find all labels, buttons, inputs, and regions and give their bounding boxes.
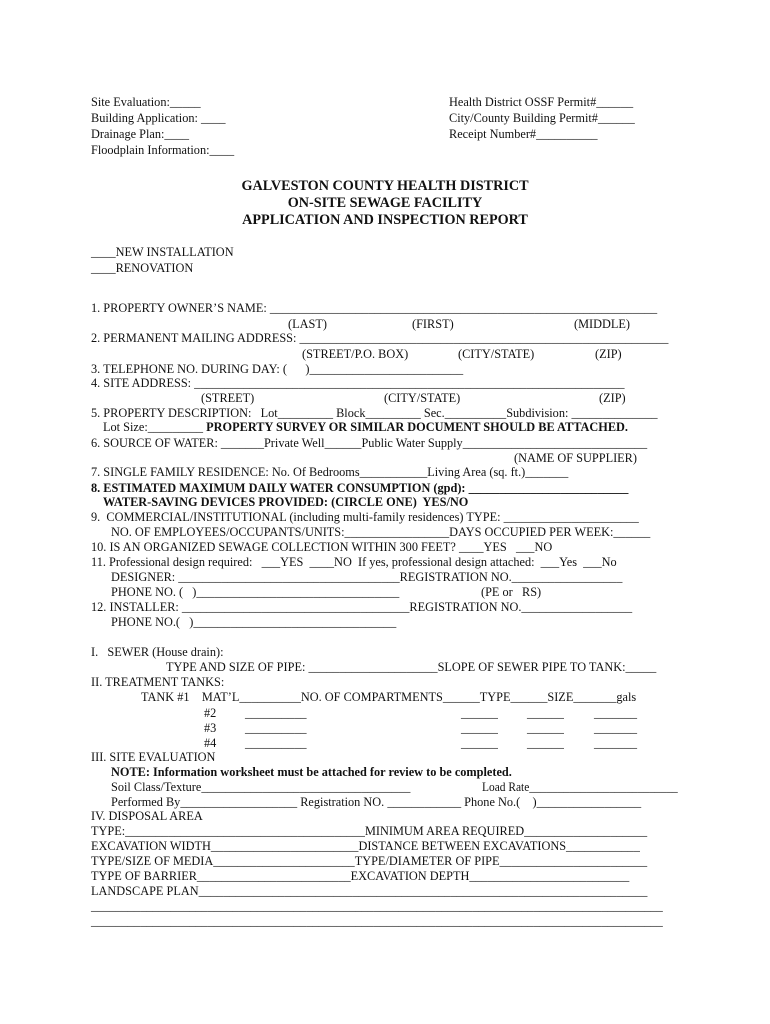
new-installation-option[interactable]: ____NEW INSTALLATION (91, 245, 234, 259)
landscape-plan-line-2[interactable]: _____________________________________________________________________________________________ (91, 899, 663, 913)
tank-3-size-field[interactable]: _______ (594, 721, 638, 735)
receipt-number-field[interactable]: Receipt Number#__________ (449, 127, 598, 141)
tank-3-label: #3 (204, 721, 217, 735)
site-evaluation-heading: III. SITE EVALUATION (91, 750, 216, 764)
single-family-residence-field[interactable]: 7. SINGLE FAMILY RESIDENCE: No. Of Bedrooms___________Living Area (sq. ft.)_______ (91, 465, 569, 479)
title-report: APPLICATION AND INSPECTION REPORT (242, 212, 528, 228)
tank-3-material-field[interactable]: __________ (245, 721, 307, 735)
worksheet-note: NOTE: Information worksheet must be attached for review to be completed. (111, 765, 512, 779)
title-facility: ON-SITE SEWAGE FACILITY (287, 195, 483, 211)
disposal-area-heading: IV. DISPOSAL AREA (91, 809, 203, 823)
floodplain-information-field[interactable]: Floodplain Information:____ (91, 143, 235, 157)
site-address-field[interactable]: 4. SITE ADDRESS: ______________________________________________________________________ (91, 376, 625, 390)
telephone-field[interactable]: 3. TELEPHONE NO. DURING DAY: ( )_________________________ (91, 362, 464, 376)
excavation-width-field[interactable]: EXCAVATION WIDTH________________________DISTANCE BETWEEN EXCAVATIONS____________ (91, 839, 640, 853)
site-street-label: (STREET) (201, 391, 255, 405)
water-source-field[interactable]: 6. SOURCE OF WATER: _______Private Well______Public Water Supply______________________________ (91, 436, 648, 450)
pe-rs-label: (PE or RS) (481, 585, 542, 599)
landscape-plan-line-3[interactable]: _____________________________________________________________________________________________ (91, 914, 663, 928)
lot-size-field[interactable]: Lot Size:_________ (103, 420, 207, 434)
soil-class-field[interactable]: Soil Class/Texture__________________________________ (111, 780, 411, 794)
owner-middle-label: (MIDDLE) (574, 317, 631, 331)
sewage-collection-field[interactable]: 10. IS AN ORGANIZED SEWAGE COLLECTION WITHIN 300 FEET? ____YES ___NO (91, 540, 553, 554)
installer-phone-field[interactable]: PHONE NO.( )_________________________________ (111, 615, 397, 629)
lot-size-line (103, 420, 628, 434)
site-zip-label: (ZIP) (599, 391, 626, 405)
supplier-label: (NAME OF SUPPLIER) (514, 451, 637, 465)
performed-by-field[interactable]: Performed By___________________ Registration NO. ____________ Phone No.( )_________________ (111, 795, 642, 809)
tank-2-material-field[interactable]: __________ (245, 706, 307, 720)
disposal-type-field[interactable]: TYPE:_______________________________________MINIMUM AREA REQUIRED____________________ (91, 824, 648, 838)
tank-3-compartments-field[interactable]: ______ (461, 721, 498, 735)
renovation-option[interactable]: ____RENOVATION (91, 261, 194, 275)
designer-field[interactable]: DESIGNER: ____________________________________REGISTRATION NO.__________________ (111, 570, 623, 584)
ossf-permit-field[interactable]: Health District OSSF Permit#______ (449, 95, 634, 109)
owner-first-label: (FIRST) (412, 317, 454, 331)
tank-4-type-field[interactable]: ______ (527, 736, 564, 750)
treatment-tanks-heading: II. TREATMENT TANKS: (91, 675, 225, 689)
professional-design-field[interactable]: 11. Professional design required: ___YES ____NO If yes, professional design attached: ___Yes ___No (91, 555, 617, 569)
owner-name-field[interactable]: 1. PROPERTY OWNER’S NAME: _______________________________________________________________ (91, 301, 658, 315)
property-description-field[interactable]: 5. PROPERTY DESCRIPTION: Lot_________ Block_________ Sec.__________Subdivision: ______________ (91, 406, 658, 420)
load-rate-field[interactable]: Load Rate__________________________ (482, 780, 678, 794)
sewer-pipe-field[interactable]: TYPE AND SIZE OF PIPE: _____________________SLOPE OF SEWER PIPE TO TANK:_____ (166, 660, 657, 674)
tank-2-label: #2 (204, 706, 217, 720)
site-evaluation-field[interactable]: Site Evaluation:_____ (91, 95, 201, 109)
tank-4-material-field[interactable]: __________ (245, 736, 307, 750)
media-field[interactable]: TYPE/SIZE OF MEDIA_______________________TYPE/DIAMETER OF PIPE________________________ (91, 854, 648, 868)
mail-zip-label: (ZIP) (595, 347, 622, 361)
tank-4-compartments-field[interactable]: ______ (461, 736, 498, 750)
drainage-plan-field[interactable]: Drainage Plan:____ (91, 127, 190, 141)
owner-last-label: (LAST) (288, 317, 327, 331)
employees-field[interactable]: NO. OF EMPLOYEES/OCCUPANTS/UNITS:_________________DAYS OCCUPIED PER WEEK:______ (111, 525, 651, 539)
building-application-field[interactable]: Building Application: ____ (91, 111, 226, 125)
mail-street-label: (STREET/P.O. BOX) (302, 347, 409, 361)
designer-phone-field[interactable]: PHONE NO. ( )_________________________________ (111, 585, 400, 599)
tank-1-row[interactable]: TANK #1 MAT’L__________NO. OF COMPARTMENTS______TYPE______SIZE_______gals (141, 690, 637, 704)
building-permit-field[interactable]: City/County Building Permit#______ (449, 111, 635, 125)
sewer-section-heading: I. SEWER (House drain): (91, 645, 224, 659)
tank-4-size-field[interactable]: _______ (594, 736, 638, 750)
mail-city-label: (CITY/STATE) (458, 347, 535, 361)
site-city-label: (CITY/STATE) (384, 391, 461, 405)
tank-4-label: #4 (204, 736, 217, 750)
tank-2-size-field[interactable]: _______ (594, 706, 638, 720)
tank-3-type-field[interactable]: ______ (527, 721, 564, 735)
commercial-type-field[interactable]: 9. COMMERCIAL/INSTITUTIONAL (including multi-family residences) TYPE: ______________________ (91, 510, 639, 524)
title-agency: GALVESTON COUNTY HEALTH DISTRICT (241, 178, 529, 194)
landscape-plan-field[interactable]: LANDSCAPE PLAN_________________________________________________________________________ (91, 884, 648, 898)
tank-2-type-field[interactable]: ______ (527, 706, 564, 720)
installer-field[interactable]: 12. INSTALLER: _____________________________________REGISTRATION NO.__________________ (91, 600, 633, 614)
water-consumption-field[interactable]: 8. ESTIMATED MAXIMUM DAILY WATER CONSUMPTION (gpd): __________________________ (91, 481, 629, 495)
mailing-address-field[interactable]: 2. PERMANENT MAILING ADDRESS: ____________________________________________________________ (91, 331, 669, 345)
barrier-field[interactable]: TYPE OF BARRIER_________________________EXCAVATION DEPTH__________________________ (91, 869, 630, 883)
tank-2-compartments-field[interactable]: ______ (461, 706, 498, 720)
water-saving-devices-field[interactable]: WATER-SAVING DEVICES PROVIDED: (CIRCLE ONE) YES/NO (103, 495, 469, 509)
survey-note: PROPERTY SURVEY OR SIMILAR DOCUMENT SHOULD BE ATTACHED. (206, 420, 628, 434)
